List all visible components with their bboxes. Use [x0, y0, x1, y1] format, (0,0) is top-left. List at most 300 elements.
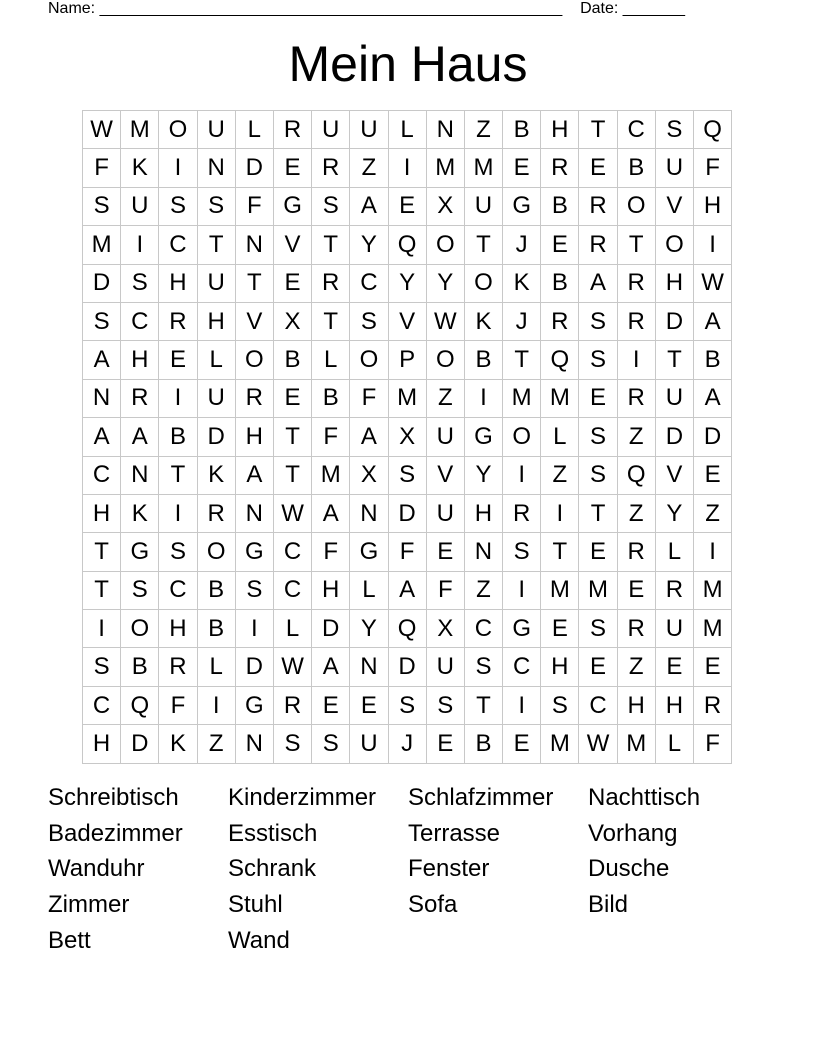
- grid-cell[interactable]: B: [694, 341, 732, 379]
- grid-cell[interactable]: S: [350, 302, 388, 340]
- grid-cell[interactable]: B: [464, 341, 502, 379]
- grid-cell[interactable]: R: [273, 686, 311, 724]
- grid-cell[interactable]: R: [312, 149, 350, 187]
- grid-cell[interactable]: Q: [388, 610, 426, 648]
- grid-cell[interactable]: C: [159, 571, 197, 609]
- grid-cell[interactable]: D: [388, 648, 426, 686]
- grid-cell[interactable]: Q: [388, 226, 426, 264]
- grid-cell[interactable]: K: [503, 264, 541, 302]
- grid-cell[interactable]: E: [655, 648, 693, 686]
- grid-cell[interactable]: B: [541, 264, 579, 302]
- grid-cell[interactable]: I: [503, 571, 541, 609]
- grid-cell[interactable]: N: [235, 725, 273, 763]
- grid-cell[interactable]: E: [541, 610, 579, 648]
- grid-cell[interactable]: S: [388, 456, 426, 494]
- grid-cell[interactable]: R: [159, 302, 197, 340]
- grid-cell[interactable]: Z: [464, 571, 502, 609]
- grid-cell[interactable]: Z: [617, 418, 655, 456]
- grid-cell[interactable]: U: [121, 187, 159, 225]
- grid-cell[interactable]: L: [655, 725, 693, 763]
- grid-cell[interactable]: U: [655, 149, 693, 187]
- grid-cell[interactable]: S: [273, 725, 311, 763]
- grid-row: [83, 226, 732, 264]
- grid-cell[interactable]: Z: [197, 725, 235, 763]
- grid-cell[interactable]: M: [503, 379, 541, 417]
- grid-cell[interactable]: R: [541, 302, 579, 340]
- grid-cell[interactable]: S: [503, 533, 541, 571]
- grid-cell[interactable]: D: [388, 494, 426, 532]
- header-line: [48, 0, 685, 18]
- grid-cell[interactable]: L: [350, 571, 388, 609]
- grid-cell[interactable]: R: [617, 533, 655, 571]
- grid-cell[interactable]: U: [655, 379, 693, 417]
- grid-cell[interactable]: R: [617, 610, 655, 648]
- grid-cell[interactable]: W: [83, 111, 121, 149]
- grid-cell[interactable]: T: [159, 456, 197, 494]
- grid-cell[interactable]: N: [197, 149, 235, 187]
- grid-cell[interactable]: V: [235, 302, 273, 340]
- grid-cell[interactable]: M: [541, 725, 579, 763]
- grid-cell[interactable]: Z: [350, 149, 388, 187]
- grid-cell[interactable]: Y: [655, 494, 693, 532]
- grid-cell[interactable]: A: [694, 302, 732, 340]
- grid-cell[interactable]: C: [273, 533, 311, 571]
- grid-cell[interactable]: A: [350, 418, 388, 456]
- grid-cell[interactable]: E: [312, 686, 350, 724]
- grid-cell[interactable]: G: [235, 686, 273, 724]
- grid-cell[interactable]: N: [464, 533, 502, 571]
- grid-cell[interactable]: T: [83, 533, 121, 571]
- grid-cell[interactable]: F: [694, 725, 732, 763]
- grid-cell[interactable]: U: [350, 111, 388, 149]
- grid-cell[interactable]: U: [350, 725, 388, 763]
- grid-cell[interactable]: D: [83, 264, 121, 302]
- grid-cell[interactable]: S: [579, 456, 617, 494]
- grid-cell[interactable]: J: [388, 725, 426, 763]
- grid-cell[interactable]: S: [235, 571, 273, 609]
- grid-cell[interactable]: B: [503, 111, 541, 149]
- grid-cell[interactable]: U: [197, 379, 235, 417]
- grid-cell[interactable]: S: [579, 341, 617, 379]
- grid-row: [83, 456, 732, 494]
- grid-cell[interactable]: M: [579, 571, 617, 609]
- grid-row: [83, 418, 732, 456]
- grid-cell[interactable]: G: [503, 187, 541, 225]
- grid-cell[interactable]: C: [83, 456, 121, 494]
- grid-cell[interactable]: L: [541, 418, 579, 456]
- grid-cell[interactable]: I: [235, 610, 273, 648]
- grid-cell[interactable]: N: [350, 494, 388, 532]
- grid-cell[interactable]: W: [579, 725, 617, 763]
- grid-cell[interactable]: B: [541, 187, 579, 225]
- grid-cell[interactable]: C: [159, 226, 197, 264]
- grid-cell[interactable]: Q: [541, 341, 579, 379]
- grid-cell[interactable]: M: [388, 379, 426, 417]
- grid-cell[interactable]: N: [235, 226, 273, 264]
- grid-cell[interactable]: Y: [464, 456, 502, 494]
- grid-cell[interactable]: A: [350, 187, 388, 225]
- grid-cell[interactable]: M: [312, 456, 350, 494]
- grid-cell[interactable]: S: [159, 187, 197, 225]
- grid-cell[interactable]: T: [312, 302, 350, 340]
- grid-cell[interactable]: T: [655, 341, 693, 379]
- grid-cell[interactable]: R: [235, 379, 273, 417]
- grid-cell[interactable]: G: [350, 533, 388, 571]
- grid-cell[interactable]: R: [197, 494, 235, 532]
- grid-cell[interactable]: M: [426, 149, 464, 187]
- grid-cell[interactable]: F: [159, 686, 197, 724]
- grid-cell[interactable]: G: [235, 533, 273, 571]
- grid-cell[interactable]: D: [312, 610, 350, 648]
- grid-cell[interactable]: C: [503, 648, 541, 686]
- grid-cell[interactable]: L: [273, 610, 311, 648]
- grid-cell[interactable]: E: [273, 379, 311, 417]
- grid-cell[interactable]: D: [235, 648, 273, 686]
- grid-cell[interactable]: E: [694, 648, 732, 686]
- grid-cell[interactable]: F: [694, 149, 732, 187]
- grid-cell[interactable]: O: [617, 187, 655, 225]
- grid-cell[interactable]: C: [350, 264, 388, 302]
- grid-cell[interactable]: H: [655, 264, 693, 302]
- grid-cell[interactable]: W: [273, 494, 311, 532]
- grid-cell[interactable]: S: [655, 111, 693, 149]
- grid-cell[interactable]: X: [426, 610, 464, 648]
- grid-cell[interactable]: Y: [426, 264, 464, 302]
- grid-cell[interactable]: K: [464, 302, 502, 340]
- grid-cell[interactable]: H: [541, 111, 579, 149]
- grid-cell[interactable]: H: [83, 725, 121, 763]
- grid-cell[interactable]: N: [83, 379, 121, 417]
- grid-cell[interactable]: I: [159, 379, 197, 417]
- grid-cell[interactable]: V: [426, 456, 464, 494]
- grid-cell[interactable]: A: [235, 456, 273, 494]
- grid-cell[interactable]: O: [464, 264, 502, 302]
- grid-cell[interactable]: H: [121, 341, 159, 379]
- grid-cell[interactable]: H: [694, 187, 732, 225]
- grid-cell[interactable]: L: [388, 111, 426, 149]
- grid-cell[interactable]: E: [426, 725, 464, 763]
- grid-cell[interactable]: T: [273, 418, 311, 456]
- grid-cell[interactable]: F: [235, 187, 273, 225]
- grid-cell[interactable]: I: [83, 610, 121, 648]
- grid-cell[interactable]: B: [464, 725, 502, 763]
- grid-cell[interactable]: X: [350, 456, 388, 494]
- grid-cell[interactable]: W: [273, 648, 311, 686]
- grid-cell[interactable]: B: [197, 610, 235, 648]
- grid-cell[interactable]: I: [694, 533, 732, 571]
- grid-cell[interactable]: I: [197, 686, 235, 724]
- grid-cell[interactable]: I: [503, 456, 541, 494]
- grid-cell[interactable]: A: [312, 494, 350, 532]
- grid-cell[interactable]: O: [197, 533, 235, 571]
- grid-cell[interactable]: E: [579, 379, 617, 417]
- grid-cell[interactable]: B: [159, 418, 197, 456]
- grid-cell[interactable]: V: [655, 456, 693, 494]
- grid-cell[interactable]: H: [159, 610, 197, 648]
- grid-cell[interactable]: I: [159, 149, 197, 187]
- grid-cell[interactable]: S: [83, 648, 121, 686]
- grid-cell[interactable]: O: [159, 111, 197, 149]
- grid-cell[interactable]: S: [579, 418, 617, 456]
- grid-cell[interactable]: R: [312, 264, 350, 302]
- grid-cell[interactable]: L: [235, 111, 273, 149]
- grid-cell[interactable]: Q: [617, 456, 655, 494]
- grid-cell[interactable]: E: [541, 226, 579, 264]
- grid-cell[interactable]: B: [121, 648, 159, 686]
- grid-cell[interactable]: T: [541, 533, 579, 571]
- grid-cell[interactable]: D: [121, 725, 159, 763]
- grid-cell[interactable]: U: [426, 494, 464, 532]
- grid-cell[interactable]: S: [579, 610, 617, 648]
- grid-cell[interactable]: T: [464, 226, 502, 264]
- grid-cell[interactable]: W: [694, 264, 732, 302]
- grid-cell[interactable]: M: [541, 379, 579, 417]
- grid-cell[interactable]: R: [579, 187, 617, 225]
- grid-cell[interactable]: T: [579, 111, 617, 149]
- grid-cell[interactable]: I: [159, 494, 197, 532]
- grid-cell[interactable]: Z: [617, 494, 655, 532]
- grid-cell[interactable]: F: [426, 571, 464, 609]
- grid-cell[interactable]: N: [426, 111, 464, 149]
- grid-cell[interactable]: S: [83, 187, 121, 225]
- grid-cell[interactable]: M: [83, 226, 121, 264]
- grid-cell[interactable]: S: [579, 302, 617, 340]
- grid-cell[interactable]: H: [617, 686, 655, 724]
- grid-cell[interactable]: Y: [388, 264, 426, 302]
- grid-cell[interactable]: R: [617, 379, 655, 417]
- grid-cell[interactable]: E: [273, 264, 311, 302]
- grid-cell[interactable]: M: [694, 610, 732, 648]
- grid-cell[interactable]: D: [694, 418, 732, 456]
- grid-cell[interactable]: T: [83, 571, 121, 609]
- grid-cell[interactable]: E: [503, 725, 541, 763]
- date-blank[interactable]: _______: [622, 0, 686, 17]
- grid-cell[interactable]: R: [617, 264, 655, 302]
- grid-cell[interactable]: C: [273, 571, 311, 609]
- grid-cell[interactable]: U: [312, 111, 350, 149]
- grid-cell[interactable]: G: [273, 187, 311, 225]
- grid-cell[interactable]: O: [235, 341, 273, 379]
- grid-cell[interactable]: X: [273, 302, 311, 340]
- grid-cell[interactable]: T: [503, 341, 541, 379]
- grid-cell[interactable]: O: [503, 418, 541, 456]
- grid-cell[interactable]: S: [197, 187, 235, 225]
- grid-cell[interactable]: S: [426, 686, 464, 724]
- grid-cell[interactable]: K: [121, 149, 159, 187]
- grid-cell[interactable]: R: [273, 111, 311, 149]
- grid-cell[interactable]: E: [579, 149, 617, 187]
- grid-cell[interactable]: I: [541, 494, 579, 532]
- grid-cell[interactable]: Z: [694, 494, 732, 532]
- grid-cell[interactable]: E: [426, 533, 464, 571]
- grid-cell[interactable]: X: [426, 187, 464, 225]
- grid-cell[interactable]: U: [197, 264, 235, 302]
- grid-cell[interactable]: E: [579, 533, 617, 571]
- grid-cell[interactable]: E: [617, 571, 655, 609]
- grid-cell[interactable]: L: [197, 648, 235, 686]
- grid-cell[interactable]: N: [235, 494, 273, 532]
- grid-cell[interactable]: U: [464, 187, 502, 225]
- grid-cell[interactable]: I: [121, 226, 159, 264]
- grid-cell[interactable]: K: [159, 725, 197, 763]
- grid-cell[interactable]: C: [464, 610, 502, 648]
- grid-cell[interactable]: J: [503, 302, 541, 340]
- grid-cell[interactable]: H: [464, 494, 502, 532]
- grid-cell[interactable]: I: [464, 379, 502, 417]
- grid-cell[interactable]: A: [312, 648, 350, 686]
- grid-cell[interactable]: O: [426, 226, 464, 264]
- grid-cell[interactable]: D: [655, 302, 693, 340]
- grid-cell[interactable]: O: [655, 226, 693, 264]
- grid-cell[interactable]: B: [312, 379, 350, 417]
- grid-cell[interactable]: E: [388, 187, 426, 225]
- grid-cell[interactable]: C: [617, 111, 655, 149]
- grid-cell[interactable]: U: [655, 610, 693, 648]
- grid-cell[interactable]: M: [541, 571, 579, 609]
- grid-cell[interactable]: M: [121, 111, 159, 149]
- grid-cell[interactable]: Q: [121, 686, 159, 724]
- grid-cell[interactable]: A: [83, 418, 121, 456]
- grid-cell[interactable]: D: [655, 418, 693, 456]
- grid-cell[interactable]: U: [426, 418, 464, 456]
- grid-cell[interactable]: I: [694, 226, 732, 264]
- grid-cell[interactable]: Z: [617, 648, 655, 686]
- grid-cell[interactable]: R: [159, 648, 197, 686]
- grid-row: [83, 264, 732, 302]
- grid-cell[interactable]: M: [464, 149, 502, 187]
- grid-cell[interactable]: I: [503, 686, 541, 724]
- grid-cell[interactable]: G: [503, 610, 541, 648]
- grid-cell[interactable]: V: [655, 187, 693, 225]
- grid-cell[interactable]: K: [197, 456, 235, 494]
- grid-cell[interactable]: E: [273, 149, 311, 187]
- grid-cell[interactable]: E: [579, 648, 617, 686]
- grid-cell[interactable]: H: [655, 686, 693, 724]
- grid-cell[interactable]: B: [197, 571, 235, 609]
- grid-cell[interactable]: L: [655, 533, 693, 571]
- grid-cell[interactable]: F: [83, 149, 121, 187]
- grid-cell[interactable]: F: [312, 418, 350, 456]
- grid-cell[interactable]: I: [388, 149, 426, 187]
- grid-cell[interactable]: Y: [350, 226, 388, 264]
- grid-cell[interactable]: R: [694, 686, 732, 724]
- grid-cell[interactable]: M: [617, 725, 655, 763]
- grid-cell[interactable]: C: [579, 686, 617, 724]
- grid-cell[interactable]: H: [159, 264, 197, 302]
- grid-cell[interactable]: C: [121, 302, 159, 340]
- grid-cell[interactable]: S: [541, 686, 579, 724]
- grid-cell[interactable]: M: [694, 571, 732, 609]
- grid-cell[interactable]: Y: [350, 610, 388, 648]
- grid-cell[interactable]: E: [694, 456, 732, 494]
- grid-cell[interactable]: S: [83, 302, 121, 340]
- grid-cell[interactable]: O: [426, 341, 464, 379]
- grid-cell[interactable]: E: [503, 149, 541, 187]
- grid-cell[interactable]: K: [121, 494, 159, 532]
- grid-cell[interactable]: Q: [694, 111, 732, 149]
- grid-cell[interactable]: G: [121, 533, 159, 571]
- grid-cell[interactable]: H: [312, 571, 350, 609]
- grid-cell[interactable]: X: [388, 418, 426, 456]
- grid-cell[interactable]: S: [312, 725, 350, 763]
- grid-cell[interactable]: S: [312, 187, 350, 225]
- grid-cell[interactable]: H: [235, 418, 273, 456]
- grid-cell[interactable]: R: [541, 149, 579, 187]
- grid-cell[interactable]: A: [694, 379, 732, 417]
- grid-cell[interactable]: N: [350, 648, 388, 686]
- grid-cell[interactable]: P: [388, 341, 426, 379]
- grid-cell[interactable]: Z: [541, 456, 579, 494]
- grid-cell[interactable]: R: [121, 379, 159, 417]
- grid-cell[interactable]: R: [655, 571, 693, 609]
- grid-cell[interactable]: C: [83, 686, 121, 724]
- grid-cell[interactable]: W: [426, 302, 464, 340]
- grid-cell[interactable]: E: [159, 341, 197, 379]
- grid-cell[interactable]: A: [83, 341, 121, 379]
- grid-cell[interactable]: A: [388, 571, 426, 609]
- grid-cell[interactable]: H: [197, 302, 235, 340]
- grid-cell[interactable]: F: [350, 379, 388, 417]
- grid-cell[interactable]: L: [197, 341, 235, 379]
- grid-cell[interactable]: F: [312, 533, 350, 571]
- grid-cell[interactable]: T: [464, 686, 502, 724]
- grid-cell[interactable]: S: [464, 648, 502, 686]
- name-blank[interactable]: ____________________________________________________: [99, 0, 563, 17]
- grid-cell[interactable]: T: [312, 226, 350, 264]
- grid-cell[interactable]: O: [121, 610, 159, 648]
- grid-cell[interactable]: D: [197, 418, 235, 456]
- grid-cell[interactable]: S: [388, 686, 426, 724]
- grid-cell[interactable]: U: [426, 648, 464, 686]
- grid-cell[interactable]: H: [83, 494, 121, 532]
- word-list-item: Bild: [588, 891, 629, 919]
- name-label: Name:: [48, 0, 96, 17]
- grid-cell[interactable]: Z: [426, 379, 464, 417]
- grid-cell[interactable]: F: [388, 533, 426, 571]
- grid-cell[interactable]: B: [617, 149, 655, 187]
- grid-cell[interactable]: A: [121, 418, 159, 456]
- grid-cell[interactable]: T: [197, 226, 235, 264]
- grid-cell[interactable]: L: [312, 341, 350, 379]
- grid-cell[interactable]: R: [503, 494, 541, 532]
- grid-cell[interactable]: B: [273, 341, 311, 379]
- word-list-item: Nachttisch: [588, 784, 701, 811]
- grid-cell[interactable]: U: [197, 111, 235, 149]
- grid-cell[interactable]: N: [121, 456, 159, 494]
- grid-cell[interactable]: S: [121, 571, 159, 609]
- grid-cell[interactable]: H: [541, 648, 579, 686]
- grid-cell[interactable]: T: [617, 226, 655, 264]
- word-list-item: Sofa: [408, 891, 458, 919]
- grid-cell[interactable]: Z: [464, 111, 502, 149]
- grid-cell[interactable]: G: [464, 418, 502, 456]
- grid-cell[interactable]: V: [273, 226, 311, 264]
- grid-cell[interactable]: S: [159, 533, 197, 571]
- grid-cell[interactable]: J: [503, 226, 541, 264]
- grid-cell[interactable]: T: [273, 456, 311, 494]
- grid-cell[interactable]: T: [235, 264, 273, 302]
- grid-cell[interactable]: I: [617, 341, 655, 379]
- grid-cell[interactable]: T: [579, 494, 617, 532]
- grid-cell[interactable]: E: [350, 686, 388, 724]
- grid-cell[interactable]: R: [579, 226, 617, 264]
- grid-cell[interactable]: D: [235, 149, 273, 187]
- grid-cell[interactable]: O: [350, 341, 388, 379]
- grid-cell[interactable]: A: [579, 264, 617, 302]
- grid-cell[interactable]: R: [617, 302, 655, 340]
- grid-cell[interactable]: S: [121, 264, 159, 302]
- grid-cell[interactable]: V: [388, 302, 426, 340]
